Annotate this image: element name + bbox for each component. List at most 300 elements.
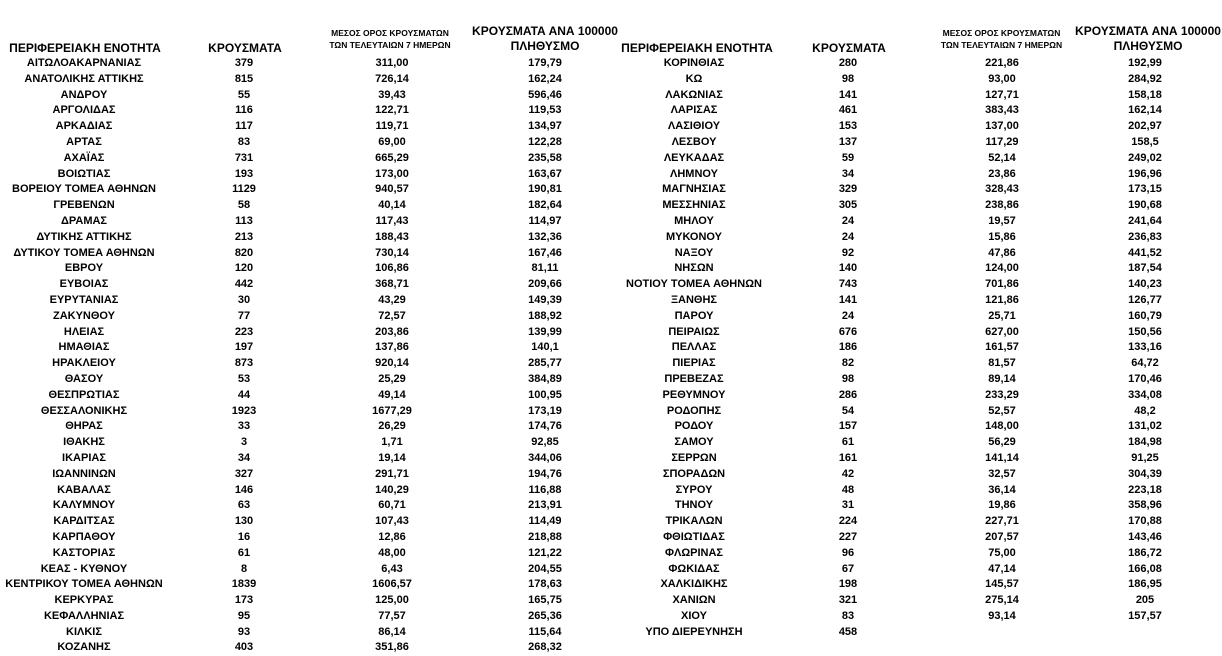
table-row [612,119,1222,135]
avg7-cell: 238,86 [985,199,1019,212]
region-cell: ΚΙΛΚΙΣ [66,625,102,638]
per100k-cell: 178,63 [528,578,562,591]
table-row [612,467,1222,483]
cases-cell: 305 [838,199,858,212]
cases-cell: 286 [838,388,858,401]
cases-cell: 95 [237,609,251,622]
region-cell: ΘΑΣΟΥ [64,372,104,385]
avg7-cell: 52,57 [988,404,1016,417]
per100k-cell: 213,91 [528,499,562,512]
region-cell: ΖΑΚΥΝΘΟΥ [52,309,116,322]
per100k-cell: 122,28 [528,135,562,148]
region-cell: ΚΟΖΑΝΗΣ [57,641,111,654]
table-row [0,88,612,104]
region-cell: ΛΕΥΚΑΔΑΣ [663,151,725,164]
per100k-cell: 140,1 [531,341,559,354]
header-avg-line1: ΜΕΣΟΣ ΟΡΟΣ ΚΡΟΥΣΜΑΤΩΝ [331,28,449,38]
per100k-cell: 114,97 [528,214,562,227]
table-row [612,246,1222,262]
table-row [0,72,612,88]
avg7-cell: 161,57 [985,341,1019,354]
table-row [0,498,612,514]
cases-cell: 55 [237,88,251,101]
region-cell: ΡΟΔΟΠΗΣ [666,404,722,417]
region-cell: ΚΑΡΔΙΤΣΑΣ [53,515,115,528]
table-row [0,388,612,404]
region-cell: ΔΥΤΙΚΟΥ ΤΟΜΕΑ ΑΘΗΝΩΝ [13,246,155,259]
table-row [612,625,1222,641]
cases-cell: 161 [838,451,858,464]
avg7-cell: 140,29 [375,483,409,496]
table-row [0,514,612,530]
per100k-cell: 223,18 [1128,483,1162,496]
table-row [0,261,612,277]
region-cell: ΝΑΞΟΥ [674,246,714,259]
per100k-cell: 157,57 [1128,609,1162,622]
avg7-cell: 119,71 [375,120,409,133]
per100k-cell: 160,79 [1128,309,1162,322]
cases-cell: 676 [838,325,858,338]
per100k-cell: 162,14 [1128,104,1162,117]
avg7-cell: 43,29 [378,293,406,306]
avg7-cell: 227,71 [985,515,1019,528]
table-row [612,277,1222,293]
region-cell: ΜΥΚΟΝΟΥ [665,230,723,243]
cases-cell: 42 [841,467,855,480]
avg7-cell: 920,14 [375,357,409,370]
avg7-cell: 188,43 [375,230,409,243]
table-row [612,325,1222,341]
table-row [612,261,1222,277]
per100k-cell: 344,06 [528,451,562,464]
table-row [0,419,612,435]
per100k-cell: 235,58 [528,151,562,164]
table-row [0,356,612,372]
region-cell: ΠΡΕΒΕΖΑΣ [664,372,724,385]
region-cell: ΑΡΓΟΛΙΔΑΣ [52,104,116,117]
cases-cell: 54 [841,404,855,417]
table-row [612,372,1222,388]
per100k-cell: 188,92 [528,309,562,322]
cases-cell: 1839 [231,578,257,591]
avg7-cell: 148,00 [985,420,1019,433]
avg7-cell: 56,29 [988,436,1016,449]
per100k-cell: 187,54 [1128,262,1162,275]
table-row [0,577,612,593]
cases-cell: 31 [841,499,855,512]
table-row [0,340,612,356]
cases-cell: 48 [841,483,855,496]
header-per100k-line2: ΠΛΗΘΥΣΜΟ [510,39,580,53]
per100k-cell: 92,85 [531,436,559,449]
cases-cell: 24 [841,230,855,243]
region-cell: ΚΕΑΣ - ΚΥΘΝΟΥ [40,562,128,575]
per100k-cell: 249,02 [1128,151,1162,164]
cases-cell: 153 [838,120,858,133]
per100k-cell: 119,53 [528,104,562,117]
avg7-cell: 48,00 [378,546,406,559]
cases-cell: 329 [838,183,858,196]
table-row [0,530,612,546]
per100k-cell: 134,97 [528,120,562,133]
region-cell: ΑΡΤΑΣ [66,135,102,148]
region-cell: ΘΕΣΠΡΩΤΙΑΣ [48,388,120,401]
table-row [612,388,1222,404]
per100k-cell: 126,77 [1128,293,1162,306]
region-cell: ΚΑΡΠΑΘΟΥ [52,530,116,543]
table-row [612,309,1222,325]
per100k-cell: 284,92 [1128,72,1162,85]
avg7-cell: 145,57 [985,578,1019,591]
cases-cell: 223 [234,325,254,338]
table-row [0,325,612,341]
per100k-cell: 186,72 [1128,546,1162,559]
avg7-cell: 233,29 [985,388,1019,401]
table-row [0,593,612,609]
avg7-cell: 69,00 [378,135,406,148]
cases-cell: 92 [841,246,855,259]
avg7-cell: 89,14 [988,372,1016,385]
avg7-cell: 25,29 [378,372,406,385]
region-cell: ΘΕΣΣΑΛΟΝΙΚΗΣ [40,404,128,417]
table-row [612,182,1222,198]
avg7-cell: 72,57 [378,309,406,322]
cases-cell: 120 [234,262,254,275]
cases-cell: 227 [838,530,858,543]
cases-cell: 16 [237,530,251,543]
cases-cell: 93 [237,625,251,638]
per100k-cell: 202,97 [1128,120,1162,133]
region-cell: ΚΑΛΥΜΝΟΥ [52,499,116,512]
cases-cell: 130 [234,515,254,528]
avg7-cell: 730,14 [375,246,409,259]
cases-cell: 197 [234,341,254,354]
region-cell: ΥΠΟ ΔΙΕΡΕΥΝΗΣΗ [645,625,743,638]
table-row [0,625,612,641]
per100k-cell: 218,88 [528,530,562,543]
region-cell: ΧΑΛΚΙΔΙΚΗΣ [660,578,728,591]
per100k-cell: 91,25 [1131,451,1159,464]
avg7-cell: 351,86 [375,641,409,654]
per100k-cell: 384,89 [528,372,562,385]
region-cell: ΕΥΒΟΙΑΣ [59,278,109,291]
avg7-cell: 15,86 [988,230,1016,243]
table-row [0,546,612,562]
table-row [0,167,612,183]
region-cell: ΙΩΑΝΝΙΝΩΝ [52,467,116,480]
region-cell: ΧΑΝΙΩΝ [672,594,716,607]
cases-cell: 59 [841,151,855,164]
region-cell: ΧΙΟΥ [681,609,707,622]
avg7-cell: 122,71 [375,104,409,117]
table-row [612,293,1222,309]
cases-cell: 58 [237,199,251,212]
avg7-cell: 77,57 [378,609,406,622]
avg7-cell: 93,14 [988,609,1016,622]
header-cases: ΚΡΟΥΣΜΑΤΑ [208,41,282,55]
cases-cell: 24 [841,214,855,227]
table-row [612,230,1222,246]
avg7-cell: 52,14 [988,151,1016,164]
avg7-cell: 93,00 [988,72,1016,85]
avg7-cell: 107,43 [375,515,409,528]
per100k-cell: 190,68 [1128,199,1162,212]
region-cell: ΑΡΚΑΔΙΑΣ [55,120,113,133]
cases-cell: 113 [235,214,253,227]
cases-cell: 30 [237,293,251,306]
per100k-cell: 158,18 [1128,88,1162,101]
header-per100k-line2: ΠΛΗΘΥΣΜΟ [1113,39,1183,53]
per100k-cell: 304,39 [1128,467,1162,480]
avg7-cell: 1677,29 [372,404,412,417]
avg7-cell: 1606,57 [372,578,412,591]
table-row [0,198,612,214]
per100k-cell: 196,96 [1128,167,1162,180]
avg7-cell: 940,57 [375,183,409,196]
table-row [0,609,612,625]
avg7-cell: 1,71 [381,436,403,449]
per100k-cell: 100,95 [528,388,562,401]
region-cell: ΣΠΟΡΑΔΩΝ [662,467,726,480]
table-row [612,56,1222,72]
region-cell: ΕΒΡΟΥ [64,262,104,275]
region-cell: ΠΙΕΡΙΑΣ [672,357,716,370]
region-cell: ΛΑΣΙΘΙΟΥ [667,120,721,133]
cases-cell: 731 [234,151,254,164]
left-table-rows [0,56,612,656]
cases-cell: 224 [838,515,858,528]
table-row [612,435,1222,451]
region-cell: ΙΘΑΚΗΣ [63,436,105,449]
region-cell: ΦΩΚΙΔΑΣ [668,562,720,575]
region-cell: ΛΑΡΙΣΑΣ [670,104,718,117]
per100k-cell: 165,75 [528,594,562,607]
avg7-cell: 137,86 [375,341,409,354]
avg7-cell: 23,86 [988,167,1016,180]
cases-cell: 141 [838,293,858,306]
region-cell: ΛΕΣΒΟΥ [671,135,717,148]
avg7-cell: 121,86 [985,293,1019,306]
cases-cell: 442 [234,278,254,291]
table-row [0,277,612,293]
per100k-cell: 139,99 [528,325,562,338]
per100k-cell: 192,99 [1128,57,1162,69]
cases-cell: 379 [234,57,254,69]
table-row [0,404,612,420]
region-cell: ΡΕΘΥΜΝΟΥ [662,388,726,401]
table-row [0,214,612,230]
cases-cell: 820 [234,246,254,259]
avg7-cell: 49,14 [378,388,406,401]
avg7-cell: 47,86 [988,246,1016,259]
region-cell: ΤΡΙΚΑΛΩΝ [665,515,723,528]
region-cell: ΑΙΤΩΛΟΑΚΑΡΝΑΝΙΑΣ [26,57,142,69]
header-cases: ΚΡΟΥΣΜΑΤΑ [812,41,886,55]
table-row [0,230,612,246]
avg7-cell: 141,14 [985,451,1019,464]
per100k-cell: 241,64 [1128,214,1162,227]
region-cell: ΘΗΡΑΣ [65,420,103,433]
avg7-cell: 127,71 [985,88,1019,101]
per100k-cell: 596,46 [528,88,562,101]
per100k-cell: 186,95 [1128,578,1162,591]
table-row [612,546,1222,562]
table-row [0,483,612,499]
per100k-cell: 265,36 [528,609,562,622]
region-cell: ΠΑΡΟΥ [674,309,714,322]
per100k-cell: 131,02 [1128,420,1162,433]
per100k-cell: 174,76 [528,420,562,433]
per100k-cell: 143,46 [1128,530,1162,543]
per100k-cell: 167,46 [528,246,562,259]
region-cell: ΣΑΜΟΥ [674,436,714,449]
avg7-cell: 19,86 [988,499,1016,512]
table-row [0,119,612,135]
per100k-cell: 334,08 [1128,388,1162,401]
avg7-cell: 203,86 [375,325,409,338]
per100k-cell: 441,52 [1128,246,1162,259]
cases-cell: 213 [234,230,254,243]
avg7-cell: 19,14 [378,451,406,464]
cases-cell: 327 [234,467,254,480]
region-cell: ΗΛΕΙΑΣ [63,325,105,338]
region-cell: ΜΑΓΝΗΣΙΑΣ [662,183,726,196]
avg7-cell: 173,00 [375,167,409,180]
table-row [612,404,1222,420]
cases-cell: 280 [838,57,858,69]
per100k-cell: 268,32 [528,641,562,654]
cases-cell: 67 [841,562,855,575]
per100k-cell: 150,56 [1128,325,1162,338]
per100k-cell: 48,2 [1134,404,1156,417]
cases-cell: 98 [841,372,855,385]
avg7-cell: 137,00 [985,120,1019,133]
cases-cell: 61 [237,546,251,559]
cases-cell: 53 [237,372,251,385]
region-cell: ΝΟΤΙΟΥ ΤΟΜΕΑ ΑΘΗΝΩΝ [626,278,762,291]
per100k-cell: 179,79 [528,57,562,69]
avg7-cell: 39,43 [378,88,406,101]
avg7-cell: 726,14 [375,72,409,85]
region-cell: ΜΗΛΟΥ [674,214,714,227]
table-row [0,309,612,325]
avg7-cell: 328,43 [985,183,1019,196]
avg7-cell: 701,86 [985,278,1019,291]
per100k-cell: 114,49 [528,515,562,528]
cases-cell: 743 [838,278,858,291]
avg7-cell: 19,57 [988,214,1016,227]
table-row [612,356,1222,372]
avg7-cell: 25,71 [988,309,1016,322]
avg7-cell: 32,57 [988,467,1016,480]
per100k-cell: 170,46 [1128,372,1162,385]
header-avg-line1: ΜΕΣΟΣ ΟΡΟΣ ΚΡΟΥΣΜΑΤΩΝ [942,28,1061,38]
cases-cell: 117 [235,120,253,133]
region-cell: ΑΝΑΤΟΛΙΚΗΣ ΑΤΤΙΚΗΣ [24,72,144,85]
region-cell: ΝΗΣΩΝ [674,262,714,275]
cases-cell: 321 [838,594,858,607]
table-row [612,609,1222,625]
table-row [0,435,612,451]
cases-cell: 137 [838,135,858,148]
region-cell: ΦΘΙΩΤΙΔΑΣ [663,530,725,543]
per100k-cell: 121,22 [528,546,562,559]
region-cell: ΚΑΒΑΛΑΣ [57,483,111,496]
region-cell: ΣΥΡΟΥ [675,483,713,496]
table-row [612,103,1222,119]
per100k-cell: 190,81 [528,183,562,196]
cases-cell: 1923 [231,404,257,417]
per100k-cell: 236,83 [1128,230,1162,243]
avg7-cell: 117,29 [985,135,1019,148]
table-row [0,562,612,578]
avg7-cell: 275,14 [985,594,1019,607]
per100k-cell: 158,5 [1131,135,1159,148]
avg7-cell: 47,14 [988,562,1016,575]
table-row [612,135,1222,151]
table-row [612,72,1222,88]
region-cell: ΡΟΔΟΥ [674,420,714,433]
region-cell: ΚΕΝΤΡΙΚΟΥ ΤΟΜΕΑ ΑΘΗΝΩΝ [5,578,163,591]
table-row [612,151,1222,167]
cases-cell: 157 [838,420,858,433]
table-row [0,246,612,262]
avg7-cell: 383,43 [985,104,1019,117]
table-row [612,419,1222,435]
avg7-cell: 40,14 [378,199,406,212]
table-row [612,198,1222,214]
region-cell: ΔΥΤΙΚΗΣ ΑΤΤΙΚΗΣ [36,230,132,243]
table-row [0,372,612,388]
per100k-cell: 204,55 [528,562,562,575]
cases-cell: 146 [234,483,254,496]
per100k-cell: 194,76 [528,467,562,480]
region-cell: ΗΡΑΚΛΕΙΟΥ [52,357,116,370]
cases-cell: 34 [237,451,251,464]
table-row [0,103,612,119]
region-cell: ΚΟΡΙΝΘΙΑΣ [663,57,725,69]
cases-cell: 461 [838,104,858,117]
cases-cell: 96 [841,546,855,559]
cases-cell: 82 [841,357,855,370]
table-row [0,451,612,467]
region-cell: ΙΚΑΡΙΑΣ [62,451,106,464]
right-table-rows [612,56,1222,640]
cases-cell: 83 [841,609,855,622]
avg7-cell: 6,43 [381,562,403,575]
table-row [612,88,1222,104]
avg7-cell: 106,86 [375,262,409,275]
region-cell: ΒΟΙΩΤΙΑΣ [57,167,111,180]
cases-cell: 173 [234,594,254,607]
header-region: ΠΕΡΙΦΕΡΕΙΑΚΗ ΕΝΟΤΗΤΑ [9,41,161,55]
per100k-cell: 170,88 [1128,515,1162,528]
per100k-cell: 162,24 [528,72,562,85]
avg7-cell: 12,86 [378,530,406,543]
avg7-cell: 665,29 [375,151,409,164]
cases-cell: 77 [237,309,251,322]
per100k-cell: 163,67 [528,167,562,180]
avg7-cell: 627,00 [985,325,1019,338]
region-cell: ΚΕΦΑΛΛΗΝΙΑΣ [43,609,125,622]
table-row [612,562,1222,578]
region-cell: ΒΟΡΕΙΟΥ ΤΟΜΕΑ ΑΘΗΝΩΝ [12,183,156,196]
header-per100k-line1: ΚΡΟΥΣΜΑΤΑ ΑΝΑ 100000 [1075,24,1221,38]
avg7-cell: 368,71 [375,278,409,291]
region-cell: ΔΡΑΜΑΣ [60,214,108,227]
region-cell: ΣΕΡΡΩΝ [671,451,717,464]
region-cell: ΛΗΜΝΟΥ [670,167,718,180]
